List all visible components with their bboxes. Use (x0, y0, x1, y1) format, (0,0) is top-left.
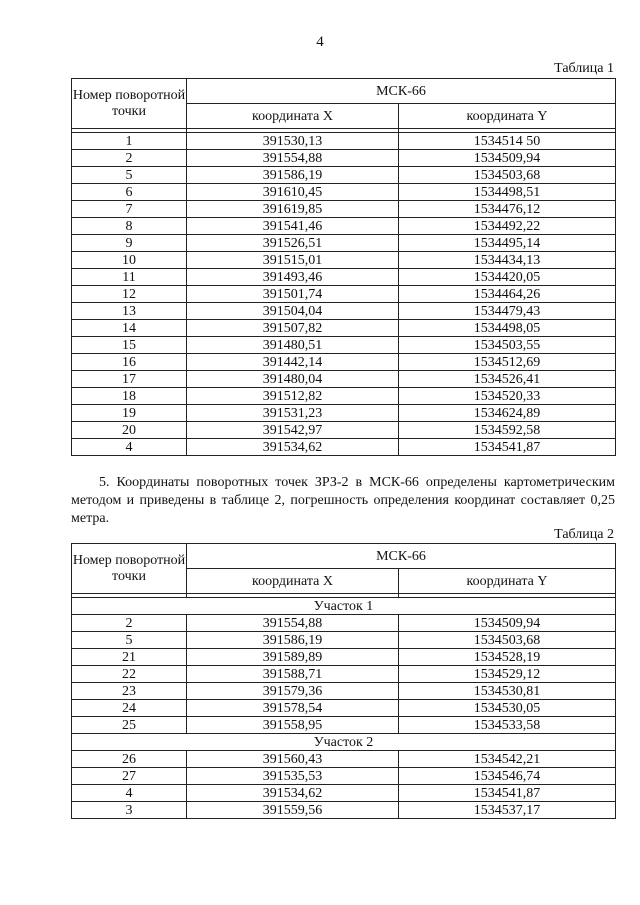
table-row (72, 303, 616, 320)
coordinate-y-cell: 1534528,19 (399, 649, 616, 666)
point-number-cell: 3 (72, 802, 187, 819)
coordinate-x-cell: 391554,88 (187, 615, 399, 632)
coordinate-x-cell: 391493,46 (187, 269, 399, 286)
table-row (72, 218, 616, 235)
section-row (72, 734, 616, 751)
table-row (72, 371, 616, 388)
coordinate-x-cell: 391442,14 (187, 354, 399, 371)
coordinate-y-cell: 1534542,21 (399, 751, 616, 768)
coordinate-x-cell: 391512,82 (187, 388, 399, 405)
point-number-cell: 20 (72, 422, 187, 439)
table1-caption: Таблица 1 (554, 61, 614, 76)
coordinates-table-2 (71, 543, 616, 819)
point-number-cell: 10 (72, 252, 187, 269)
table2-caption: Таблица 2 (554, 527, 614, 542)
table-row (72, 167, 616, 184)
point-number-cell: 11 (72, 269, 187, 286)
coordinate-y-cell: 1534503,68 (399, 632, 616, 649)
coordinate-y-cell: 1534546,74 (399, 768, 616, 785)
coordinate-y-cell: 1534592,58 (399, 422, 616, 439)
point-number-cell: 9 (72, 235, 187, 252)
point-number-cell: 1 (72, 133, 187, 150)
point-number-cell: 4 (72, 439, 187, 456)
coordinate-x-cell: 391480,51 (187, 337, 399, 354)
coordinate-x-cell: 391610,45 (187, 184, 399, 201)
point-number-cell: 21 (72, 649, 187, 666)
coordinate-x-cell: 391515,01 (187, 252, 399, 269)
table-row (72, 717, 616, 734)
coordinate-y-cell: 1534464,26 (399, 286, 616, 303)
paragraph-5 (71, 474, 615, 528)
coordinate-x-cell: 391588,71 (187, 666, 399, 683)
section-row (72, 598, 616, 615)
point-number-cell: 4 (72, 785, 187, 802)
section-title: Участок 2 (72, 734, 616, 751)
point-number-cell: 7 (72, 201, 187, 218)
point-number-cell: 8 (72, 218, 187, 235)
coordinate-y-cell: 1534541,87 (399, 785, 616, 802)
table-row (72, 354, 616, 371)
table-row (72, 649, 616, 666)
header-coordinate-system: МСК-66 (187, 79, 616, 104)
coordinate-x-cell: 391554,88 (187, 150, 399, 167)
paragraph-text: 5. Координаты поворотных точек ЗРЗ-2 в МСК-66 определены картометрическим методом и приведены в таблице 2, погрешность определения координат составляет 0,25 метра. (71, 475, 615, 526)
point-number-cell: 5 (72, 167, 187, 184)
table-row (72, 439, 616, 456)
point-number-cell: 26 (72, 751, 187, 768)
coordinate-y-cell: 1534529,12 (399, 666, 616, 683)
point-number-cell: 2 (72, 150, 187, 167)
coordinate-x-cell: 391578,54 (187, 700, 399, 717)
coordinate-x-cell: 391589,89 (187, 649, 399, 666)
coordinate-y-cell: 1534476,12 (399, 201, 616, 218)
table-row (72, 388, 616, 405)
table-row (72, 150, 616, 167)
point-number-cell: 25 (72, 717, 187, 734)
table-row (72, 252, 616, 269)
header-coordinate-y: координата Y (399, 569, 616, 594)
table-row (72, 683, 616, 700)
coordinate-y-cell: 1534537,17 (399, 802, 616, 819)
coordinate-y-cell: 1534512,69 (399, 354, 616, 371)
coordinate-y-cell: 1534509,94 (399, 615, 616, 632)
coordinate-y-cell: 1534526,41 (399, 371, 616, 388)
coordinate-x-cell: 391534,62 (187, 439, 399, 456)
coordinate-x-cell: 391507,82 (187, 320, 399, 337)
point-number-cell: 14 (72, 320, 187, 337)
coordinate-x-cell: 391579,36 (187, 683, 399, 700)
table-row (72, 768, 616, 785)
point-number-cell: 24 (72, 700, 187, 717)
table-row (72, 751, 616, 768)
coordinate-y-cell: 1534498,51 (399, 184, 616, 201)
coordinate-y-cell: 1534495,14 (399, 235, 616, 252)
header-coordinate-x: координата X (187, 104, 399, 129)
coordinate-y-cell: 1534420,05 (399, 269, 616, 286)
header-point-number: Номер поворотной точки (72, 544, 187, 594)
coordinate-y-cell: 1534530,81 (399, 683, 616, 700)
header-coordinate-x: координата X (187, 569, 399, 594)
point-number-cell: 16 (72, 354, 187, 371)
point-number-cell: 27 (72, 768, 187, 785)
point-number-cell: 12 (72, 286, 187, 303)
table-row (72, 666, 616, 683)
coordinate-y-cell: 1534479,43 (399, 303, 616, 320)
header-point-number: Номер поворотной точки (72, 79, 187, 129)
coordinate-y-cell: 1534541,87 (399, 439, 616, 456)
table-row (72, 700, 616, 717)
table-row (72, 785, 616, 802)
point-number-cell: 6 (72, 184, 187, 201)
coordinate-y-cell: 1534503,68 (399, 167, 616, 184)
coordinate-y-cell: 1534624,89 (399, 405, 616, 422)
coordinate-y-cell: 1534530,05 (399, 700, 616, 717)
coordinate-x-cell: 391504,04 (187, 303, 399, 320)
point-number-cell: 18 (72, 388, 187, 405)
coordinate-x-cell: 391530,13 (187, 133, 399, 150)
table-row (72, 133, 616, 150)
page-number: 4 (316, 34, 324, 50)
point-number-cell: 22 (72, 666, 187, 683)
table-row (72, 337, 616, 354)
table-row (72, 201, 616, 218)
table-row (72, 320, 616, 337)
table-row (72, 405, 616, 422)
point-number-cell: 19 (72, 405, 187, 422)
coordinate-y-cell: 1534503,55 (399, 337, 616, 354)
coordinate-y-cell: 1534520,33 (399, 388, 616, 405)
header-coordinate-y: координата Y (399, 104, 616, 129)
header-coordinate-system: МСК-66 (187, 544, 616, 569)
coordinates-table-1 (71, 78, 616, 456)
point-number-cell: 5 (72, 632, 187, 649)
point-number-cell: 17 (72, 371, 187, 388)
table-row (72, 615, 616, 632)
coordinate-x-cell: 391542,97 (187, 422, 399, 439)
table-row (72, 269, 616, 286)
coordinate-x-cell: 391586,19 (187, 167, 399, 184)
coordinate-y-cell: 1534498,05 (399, 320, 616, 337)
coordinate-x-cell: 391534,62 (187, 785, 399, 802)
table-row (72, 422, 616, 439)
coordinate-x-cell: 391531,23 (187, 405, 399, 422)
table-row (72, 235, 616, 252)
coordinate-x-cell: 391558,95 (187, 717, 399, 734)
point-number-cell: 15 (72, 337, 187, 354)
coordinate-y-cell: 1534509,94 (399, 150, 616, 167)
coordinate-y-cell: 1534514 50 (399, 133, 616, 150)
section-title: Участок 1 (72, 598, 616, 615)
coordinate-x-cell: 391559,56 (187, 802, 399, 819)
coordinate-x-cell: 391541,46 (187, 218, 399, 235)
coordinate-x-cell: 391619,85 (187, 201, 399, 218)
table-row (72, 632, 616, 649)
table-row (72, 802, 616, 819)
coordinate-y-cell: 1534492,22 (399, 218, 616, 235)
coordinate-y-cell: 1534434,13 (399, 252, 616, 269)
coordinate-x-cell: 391501,74 (187, 286, 399, 303)
coordinate-x-cell: 391560,43 (187, 751, 399, 768)
point-number-cell: 23 (72, 683, 187, 700)
coordinate-y-cell: 1534533,58 (399, 717, 616, 734)
table-row (72, 184, 616, 201)
point-number-cell: 2 (72, 615, 187, 632)
coordinate-x-cell: 391480,04 (187, 371, 399, 388)
coordinate-x-cell: 391535,53 (187, 768, 399, 785)
table-row (72, 286, 616, 303)
coordinate-x-cell: 391586,19 (187, 632, 399, 649)
coordinate-x-cell: 391526,51 (187, 235, 399, 252)
point-number-cell: 13 (72, 303, 187, 320)
